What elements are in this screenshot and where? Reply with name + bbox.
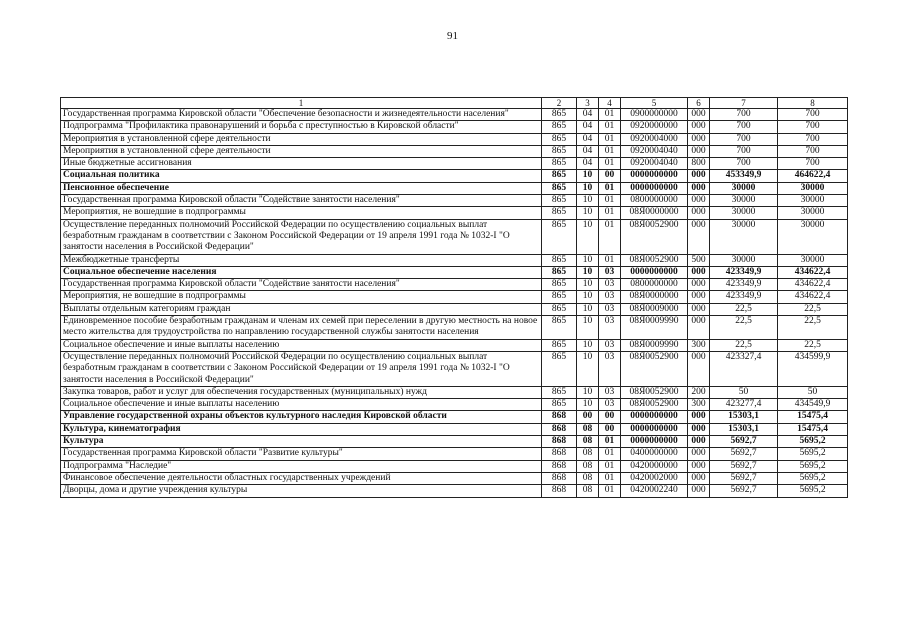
- column-ministry-code: 865: [542, 254, 577, 266]
- column-amount-year-2: 5695,2: [778, 436, 848, 448]
- column-section: 10: [577, 207, 599, 219]
- table-row: [61, 219, 848, 254]
- column-subsection: 03: [599, 303, 621, 315]
- column-target-article: 08Я0009990: [621, 339, 688, 351]
- column-section: 04: [577, 109, 599, 121]
- row-name: Подпрограмма "Профилактика правонарушений и борьба с преступностью в Кировской области": [61, 121, 542, 133]
- budget-table: [60, 97, 848, 498]
- column-ministry-code: 865: [542, 339, 577, 351]
- column-expense-type: 000: [688, 411, 710, 423]
- column-ministry-code: 865: [542, 399, 577, 411]
- column-subsection: 01: [599, 254, 621, 266]
- table-header-row: [61, 98, 848, 109]
- column-ministry-code: 865: [542, 279, 577, 291]
- column-target-article: 08Я0009000: [621, 303, 688, 315]
- column-subsection: 01: [599, 485, 621, 497]
- column-amount-year-2: 434549,9: [778, 399, 848, 411]
- column-amount-year-1: 700: [710, 133, 778, 145]
- column-section: 10: [577, 291, 599, 303]
- column-amount-year-1: 15303,1: [710, 411, 778, 423]
- column-target-article: 0900000000: [621, 109, 688, 121]
- column-subsection: 01: [599, 448, 621, 460]
- column-subsection: 01: [599, 158, 621, 170]
- column-amount-year-1: 5692,7: [710, 472, 778, 484]
- column-section: 08: [577, 472, 599, 484]
- column-section: 10: [577, 254, 599, 266]
- header-cell: 1: [61, 98, 542, 109]
- column-target-article: 0420002240: [621, 485, 688, 497]
- column-expense-type: 300: [688, 399, 710, 411]
- table-row: [61, 266, 848, 278]
- row-name: Выплаты отдельным категориям граждан: [61, 303, 542, 315]
- column-ministry-code: 868: [542, 436, 577, 448]
- column-amount-year-1: 5692,7: [710, 485, 778, 497]
- column-ministry-code: 868: [542, 472, 577, 484]
- table-row: [61, 195, 848, 207]
- page-number: 91: [447, 30, 458, 42]
- column-target-article: 0000000000: [621, 266, 688, 278]
- header-cell: 4: [599, 98, 621, 109]
- column-subsection: 03: [599, 386, 621, 398]
- column-amount-year-1: 22,5: [710, 303, 778, 315]
- column-subsection: 03: [599, 339, 621, 351]
- column-target-article: 0000000000: [621, 182, 688, 194]
- column-section: 08: [577, 485, 599, 497]
- header-cell: 7: [710, 98, 778, 109]
- column-subsection: 01: [599, 121, 621, 133]
- column-amount-year-1: 15303,1: [710, 423, 778, 435]
- row-name: Пенсионное обеспечение: [61, 182, 542, 194]
- column-ministry-code: 868: [542, 423, 577, 435]
- column-target-article: 0420000000: [621, 460, 688, 472]
- column-ministry-code: 868: [542, 448, 577, 460]
- column-amount-year-2: 434622,4: [778, 266, 848, 278]
- table-row: [61, 303, 848, 315]
- table-row: [61, 423, 848, 435]
- column-amount-year-2: 30000: [778, 254, 848, 266]
- column-target-article: 0000000000: [621, 436, 688, 448]
- column-amount-year-2: 30000: [778, 207, 848, 219]
- column-ministry-code: 868: [542, 485, 577, 497]
- column-amount-year-2: 30000: [778, 182, 848, 194]
- column-subsection: 01: [599, 207, 621, 219]
- column-expense-type: 000: [688, 436, 710, 448]
- column-expense-type: 000: [688, 170, 710, 182]
- column-subsection: 01: [599, 145, 621, 157]
- column-amount-year-2: 30000: [778, 195, 848, 207]
- table-row: [61, 279, 848, 291]
- column-amount-year-2: 5695,2: [778, 460, 848, 472]
- column-ministry-code: 865: [542, 109, 577, 121]
- column-section: 10: [577, 279, 599, 291]
- column-expense-type: 000: [688, 279, 710, 291]
- column-ministry-code: 865: [542, 351, 577, 386]
- column-target-article: 0920004000: [621, 133, 688, 145]
- column-amount-year-2: 434599,9: [778, 351, 848, 386]
- column-amount-year-2: 700: [778, 133, 848, 145]
- column-expense-type: 000: [688, 109, 710, 121]
- column-target-article: 08Я0052900: [621, 254, 688, 266]
- row-name: Социальное обеспечение и иные выплаты населению: [61, 399, 542, 411]
- column-target-article: 08Я0000000: [621, 207, 688, 219]
- column-subsection: 01: [599, 133, 621, 145]
- column-section: 10: [577, 182, 599, 194]
- column-expense-type: 000: [688, 291, 710, 303]
- column-section: 10: [577, 266, 599, 278]
- column-amount-year-1: 423277,4: [710, 399, 778, 411]
- column-amount-year-2: 434622,4: [778, 279, 848, 291]
- column-target-article: 0000000000: [621, 170, 688, 182]
- row-name: Мероприятия в установленной сфере деятельности: [61, 145, 542, 157]
- column-expense-type: 000: [688, 423, 710, 435]
- column-section: 10: [577, 399, 599, 411]
- column-expense-type: 000: [688, 133, 710, 145]
- column-amount-year-1: 700: [710, 158, 778, 170]
- row-name: Социальное обеспечение населения: [61, 266, 542, 278]
- column-ministry-code: 865: [542, 386, 577, 398]
- column-amount-year-1: 453349,9: [710, 170, 778, 182]
- column-section: 04: [577, 133, 599, 145]
- column-amount-year-1: 30000: [710, 207, 778, 219]
- column-expense-type: 500: [688, 254, 710, 266]
- column-ministry-code: 868: [542, 411, 577, 423]
- column-section: 08: [577, 436, 599, 448]
- column-subsection: 01: [599, 472, 621, 484]
- column-subsection: 01: [599, 436, 621, 448]
- header-cell: 8: [778, 98, 848, 109]
- row-name: Государственная программа Кировской области "Обеспечение безопасности и жизнедеятельности населения": [61, 109, 542, 121]
- column-expense-type: 000: [688, 303, 710, 315]
- column-expense-type: 000: [688, 266, 710, 278]
- column-section: 10: [577, 195, 599, 207]
- column-target-article: 0920004040: [621, 145, 688, 157]
- column-target-article: 08Я0052900: [621, 399, 688, 411]
- column-target-article: 08Я0052900: [621, 219, 688, 254]
- column-ministry-code: 865: [542, 266, 577, 278]
- column-amount-year-2: 22,5: [778, 316, 848, 340]
- column-amount-year-1: 700: [710, 145, 778, 157]
- column-section: 10: [577, 219, 599, 254]
- column-subsection: 00: [599, 411, 621, 423]
- column-amount-year-1: 5692,7: [710, 436, 778, 448]
- column-expense-type: 000: [688, 316, 710, 340]
- column-ministry-code: 865: [542, 195, 577, 207]
- column-amount-year-2: 15475,4: [778, 411, 848, 423]
- table-row: [61, 121, 848, 133]
- column-section: 10: [577, 170, 599, 182]
- table-row: [61, 133, 848, 145]
- table-row: [61, 207, 848, 219]
- table-row: [61, 351, 848, 386]
- column-expense-type: 200: [688, 386, 710, 398]
- header-cell: 2: [542, 98, 577, 109]
- column-amount-year-1: 30000: [710, 182, 778, 194]
- column-subsection: 03: [599, 291, 621, 303]
- column-expense-type: 000: [688, 121, 710, 133]
- row-name: Государственная программа Кировской области "Содействие занятости населения": [61, 279, 542, 291]
- table-row: [61, 411, 848, 423]
- column-target-article: 08Я0052900: [621, 386, 688, 398]
- column-amount-year-2: 700: [778, 109, 848, 121]
- column-expense-type: 000: [688, 145, 710, 157]
- column-target-article: 08Я0000000: [621, 291, 688, 303]
- row-name: Культура, кинематография: [61, 423, 542, 435]
- column-subsection: 01: [599, 195, 621, 207]
- table-row: [61, 436, 848, 448]
- column-ministry-code: 865: [542, 158, 577, 170]
- column-section: 04: [577, 145, 599, 157]
- table-row: [61, 485, 848, 497]
- row-name: Финансовое обеспечение деятельности областных государственных учреждений: [61, 472, 542, 484]
- column-amount-year-2: 700: [778, 145, 848, 157]
- column-amount-year-2: 464622,4: [778, 170, 848, 182]
- column-amount-year-2: 30000: [778, 219, 848, 254]
- column-subsection: 03: [599, 399, 621, 411]
- table-row: [61, 460, 848, 472]
- column-amount-year-1: 30000: [710, 195, 778, 207]
- row-name: Социальное обеспечение и иные выплаты населению: [61, 339, 542, 351]
- row-name: Осуществление переданных полномочий Российской Федерации по осуществлению социальных выплат безработным гражданам в соответствии с Законом Российской Федерации от 19 апреля 1991 года № 1032-I "О занятости населения в Российской Федерации": [61, 351, 542, 386]
- column-expense-type: 800: [688, 158, 710, 170]
- column-amount-year-2: 434622,4: [778, 291, 848, 303]
- column-amount-year-1: 5692,7: [710, 448, 778, 460]
- column-section: 08: [577, 423, 599, 435]
- row-name: Осуществление переданных полномочий Российской Федерации по осуществлению социальных выплат безработным гражданам в соответствии с Законом Российской Федерации от 19 апреля 1991 года № 1032-I "О занятости населения в Российской Федерации": [61, 219, 542, 254]
- column-target-article: 0000000000: [621, 423, 688, 435]
- column-amount-year-2: 700: [778, 121, 848, 133]
- table-row: [61, 158, 848, 170]
- header-cell: 3: [577, 98, 599, 109]
- column-amount-year-2: 15475,4: [778, 423, 848, 435]
- table-row: [61, 316, 848, 340]
- column-ministry-code: 865: [542, 133, 577, 145]
- column-target-article: 0920000000: [621, 121, 688, 133]
- column-subsection: 00: [599, 170, 621, 182]
- column-target-article: 0920004040: [621, 158, 688, 170]
- table-row: [61, 386, 848, 398]
- column-amount-year-1: 5692,7: [710, 460, 778, 472]
- column-ministry-code: 865: [542, 207, 577, 219]
- column-target-article: 0800000000: [621, 279, 688, 291]
- column-expense-type: 000: [688, 485, 710, 497]
- column-target-article: 0800000000: [621, 195, 688, 207]
- column-amount-year-1: 700: [710, 121, 778, 133]
- column-ministry-code: 865: [542, 170, 577, 182]
- column-section: 04: [577, 158, 599, 170]
- table-row: [61, 145, 848, 157]
- column-expense-type: 000: [688, 182, 710, 194]
- column-ministry-code: 865: [542, 145, 577, 157]
- column-section: 10: [577, 386, 599, 398]
- table-row: [61, 182, 848, 194]
- row-name: Мероприятия, не вошедшие в подпрограммы: [61, 207, 542, 219]
- column-expense-type: 000: [688, 195, 710, 207]
- header-cell: 5: [621, 98, 688, 109]
- column-ministry-code: 865: [542, 219, 577, 254]
- row-name: Закупка товаров, работ и услуг для обеспечения государственных (муниципальных) нужд: [61, 386, 542, 398]
- column-section: 10: [577, 339, 599, 351]
- column-amount-year-2: 700: [778, 158, 848, 170]
- column-section: 08: [577, 448, 599, 460]
- table-row: [61, 472, 848, 484]
- column-section: 10: [577, 316, 599, 340]
- column-section: 00: [577, 411, 599, 423]
- column-amount-year-2: 5695,2: [778, 472, 848, 484]
- column-subsection: 00: [599, 423, 621, 435]
- table-row: [61, 170, 848, 182]
- column-expense-type: 000: [688, 460, 710, 472]
- column-ministry-code: 865: [542, 303, 577, 315]
- table-row: [61, 399, 848, 411]
- row-name: Социальная политика: [61, 170, 542, 182]
- row-name: Культура: [61, 436, 542, 448]
- column-amount-year-1: 22,5: [710, 339, 778, 351]
- table-row: [61, 291, 848, 303]
- column-expense-type: 000: [688, 207, 710, 219]
- column-ministry-code: 865: [542, 291, 577, 303]
- column-target-article: 0000000000: [621, 411, 688, 423]
- column-subsection: 01: [599, 182, 621, 194]
- column-amount-year-2: 50: [778, 386, 848, 398]
- column-amount-year-1: 700: [710, 109, 778, 121]
- column-section: 10: [577, 303, 599, 315]
- column-subsection: 03: [599, 316, 621, 340]
- column-section: 10: [577, 351, 599, 386]
- column-ministry-code: 865: [542, 316, 577, 340]
- row-name: Иные бюджетные ассигнования: [61, 158, 542, 170]
- column-ministry-code: 865: [542, 121, 577, 133]
- column-expense-type: 000: [688, 219, 710, 254]
- column-subsection: 03: [599, 279, 621, 291]
- column-amount-year-1: 30000: [710, 219, 778, 254]
- column-subsection: 01: [599, 460, 621, 472]
- column-target-article: 08Я0009990: [621, 316, 688, 340]
- column-amount-year-2: 5695,2: [778, 485, 848, 497]
- row-name: Дворцы, дома и другие учреждения культуры: [61, 485, 542, 497]
- row-name: Государственная программа Кировской области "Развитие культуры": [61, 448, 542, 460]
- table-row: [61, 448, 848, 460]
- column-section: 04: [577, 121, 599, 133]
- column-target-article: 0420002000: [621, 472, 688, 484]
- row-name: Государственная программа Кировской области "Содействие занятости населения": [61, 195, 542, 207]
- table-row: [61, 109, 848, 121]
- column-amount-year-1: 423349,9: [710, 266, 778, 278]
- column-amount-year-2: 22,5: [778, 303, 848, 315]
- column-amount-year-2: 22,5: [778, 339, 848, 351]
- header-cell: 6: [688, 98, 710, 109]
- row-name: Мероприятия в установленной сфере деятельности: [61, 133, 542, 145]
- column-section: 08: [577, 460, 599, 472]
- row-name: Мероприятия, не вошедшие в подпрограммы: [61, 291, 542, 303]
- column-amount-year-1: 50: [710, 386, 778, 398]
- column-ministry-code: 865: [542, 182, 577, 194]
- column-amount-year-2: 5695,2: [778, 448, 848, 460]
- column-expense-type: 000: [688, 351, 710, 386]
- table-row: [61, 339, 848, 351]
- column-expense-type: 300: [688, 339, 710, 351]
- row-name: Единовременное пособие безработным гражданам и членам их семей при переселении в другую местность на новое место жительства для трудоустройства по направлению государственной службы занятости населения: [61, 316, 542, 340]
- column-subsection: 01: [599, 219, 621, 254]
- column-amount-year-1: 22,5: [710, 316, 778, 340]
- column-subsection: 03: [599, 351, 621, 386]
- column-target-article: 08Я0052900: [621, 351, 688, 386]
- column-amount-year-1: 423327,4: [710, 351, 778, 386]
- column-amount-year-1: 423349,9: [710, 279, 778, 291]
- column-expense-type: 000: [688, 448, 710, 460]
- row-name: Подпрограмма "Наследие": [61, 460, 542, 472]
- column-target-article: 0400000000: [621, 448, 688, 460]
- row-name: Межбюджетные трансферты: [61, 254, 542, 266]
- column-amount-year-1: 423349,9: [710, 291, 778, 303]
- column-subsection: 03: [599, 266, 621, 278]
- column-expense-type: 000: [688, 472, 710, 484]
- column-ministry-code: 868: [542, 460, 577, 472]
- column-subsection: 01: [599, 109, 621, 121]
- row-name: Управление государственной охраны объектов культурного наследия Кировской области: [61, 411, 542, 423]
- column-amount-year-1: 30000: [710, 254, 778, 266]
- table-row: [61, 254, 848, 266]
